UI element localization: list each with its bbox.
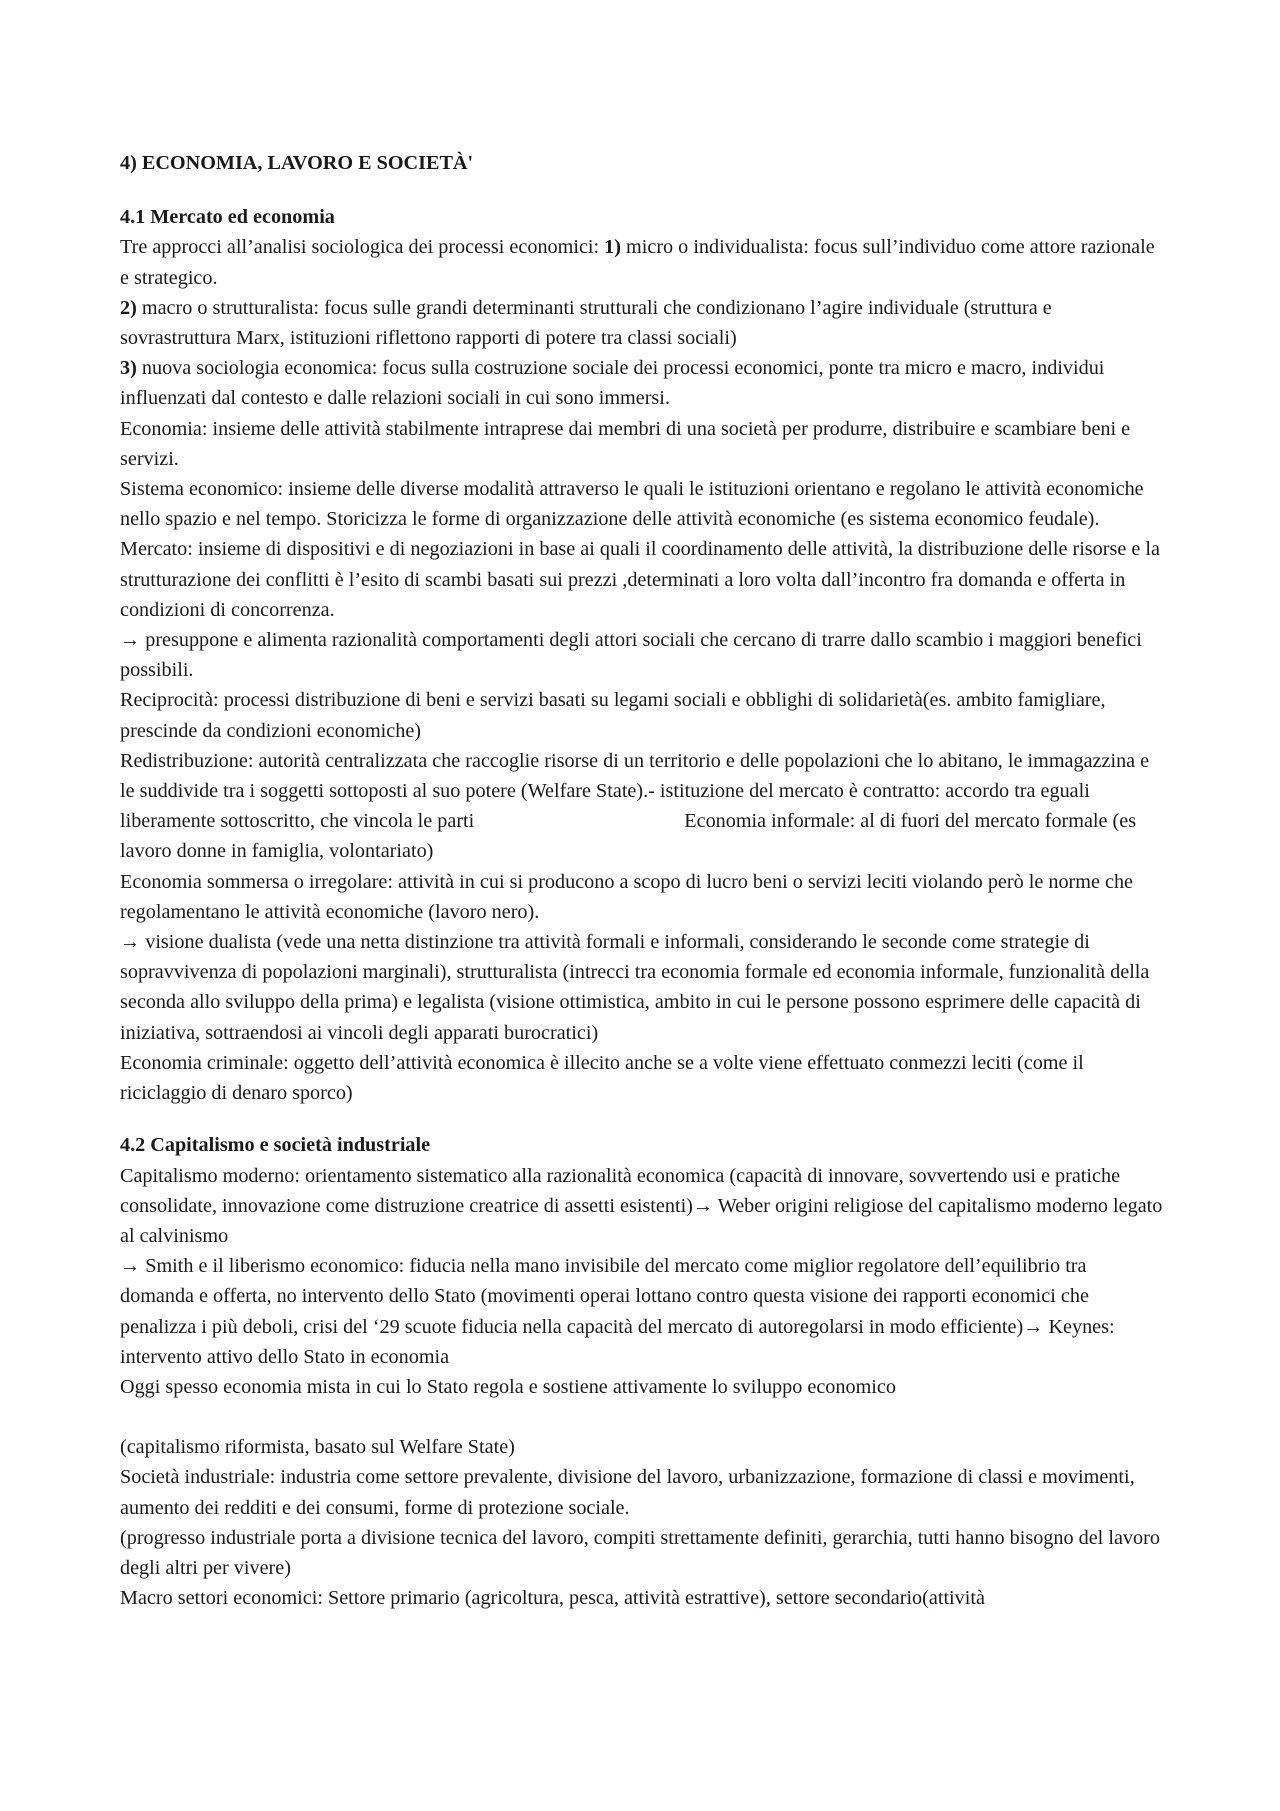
paragraph [120, 353, 1165, 413]
list-number: 3) [120, 357, 137, 380]
paragraph: Sistema economico: insieme delle diverse modalità attraverso le quali le istituzioni orientano e regolano le attività economiche nello spazio e nel tempo. Storicizza le forme di organizzazione delle attività economiche (es sistema economico feudale). [120, 478, 1144, 531]
section-heading-4-2: 4.2 Capitalismo e società industriale [120, 1134, 431, 1157]
text-run: macro o strutturalista: focus sulle grandi determinanti strutturali che condizionano l’agire individuale (struttura e sovrastruttura Marx, istituzioni riflettono rapporti di potere tra classi sociali) [120, 296, 1052, 350]
section-heading-4-1: 4.1 Mercato ed economia [120, 206, 335, 229]
text-run: Economia informale: al di fuori del mercato formale (es lavoro donne in famiglia, volontariato) [120, 810, 1137, 863]
text-run: Tre approcci all’analisi sociologica dei processi economici: [120, 236, 605, 259]
paragraph: (progresso industriale porta a divisione tecnica del lavoro, compiti strettamente definiti, gerarchia, tutti hanno bisogno del lavoro degli altri per vivere) [120, 1526, 1160, 1579]
paragraph: → Smith e il liberismo economico: fiducia nella mano invisibile del mercato come miglior regolatore dell’equilibrio tra domanda e offerta, no intervento dello Stato (movimenti operai lottano contro questa visione dei rapporti economici che penalizza i più deboli, crisi del ‘29 scuote fiducia nella capacità del mercato di autoregolarsi in modo efficiente)→ Keynes: intervento attivo dello Stato in economia [120, 1255, 1115, 1368]
paragraph: Macro settori economici: Settore primario (agricoltura, pesca, attività estrattive), settore secondario(attività [120, 1587, 985, 1610]
paragraph [120, 293, 1165, 353]
paragraph: Economia: insieme delle attività stabilmente intraprese dai membri di una società per produrre, distribuire e scambiare beni e servizi. [120, 417, 1131, 470]
list-number: 2) [120, 296, 137, 319]
text-run: nuova sociologia economica: focus sulla costruzione sociale dei processi economici, ponte tra micro e macro, individui influenzati dal contesto e dalle relazioni sociali in cui sono immersi. [120, 357, 1105, 410]
list-number: 1) [604, 236, 621, 259]
paragraph: Mercato: insieme di dispositivi e di negoziazioni in base ai quali il coordinamento delle attività, la distribuzione delle risorse e la strutturazione dei conflitti è l’esito di scambi basati sui prezzi ,determinati a loro volta dall’incontro fra domanda e offerta in condizioni di concorrenza. [120, 538, 1160, 621]
text-run: Redistribuzione: autorità centralizzata che raccoglie risorse di un territorio e delle popolazioni che lo abitano, le immagazzina e le suddivide tra i soggetti sottoposti al suo potere (Welfare State).- istituzione del mercato è contratto: accordo tra eguali liberamente sottoscritto, che vincola le parti [120, 749, 1150, 833]
paragraph: Capitalismo moderno: orientamento sistematico alla razionalità economica (capacità di innovare, sovvertendo usi e pratiche consolidate, innovazione come distruzione creatrice di assetti esistenti)→ Weber origini religiose del capitalismo moderno legato al calvinismo [120, 1164, 1163, 1247]
paragraph: Reciprocità: processi distribuzione di beni e servizi basati su legami sociali e obblighi di solidarietà(es. ambito famigliare, prescinde da condizioni economiche) [120, 689, 1106, 742]
document-page [120, 148, 1165, 1613]
paragraph: → visione dualista (vede una netta distinzione tra attività formali e informali, considerando le seconde come strategie di sopravvivenza di popolazioni marginali), strutturalista (intrecci tra economia formale ed economia informale, funzionalità della seconda allo sviluppo della prima) e legalista (visione ottimistica, ambito in cui le persone possono esprimere delle capacità di iniziativa, sottraendosi ai vincoli degli apparati burocratici) [120, 931, 1150, 1044]
paragraph: Economia sommersa o irregolare: attività in cui si producono a scopo di lucro beni o servizi leciti violando però le norme che regolamentano le attività economiche (lavoro nero). [120, 870, 1133, 923]
paragraph [120, 746, 1165, 867]
paragraph: → presuppone e alimenta razionalità comportamenti degli attori sociali che cercano di trarre dallo scambio i maggiori benefici possibili. [120, 629, 1142, 682]
paragraph: Società industriale: industria come settore prevalente, divisione del lavoro, urbanizzazione, formazione di classi e movimenti, aumento dei redditi e dei consumi, forme di protezione sociale. [120, 1466, 1135, 1519]
paragraph [120, 232, 1165, 292]
document-title: 4) ECONOMIA, LAVORO E SOCIETÀ' [120, 152, 474, 174]
paragraph: Economia criminale: oggetto dell’attività economica è illecito anche se a volte viene effettuato conmezzi leciti (come il riciclaggio di denaro sporco) [120, 1051, 1084, 1105]
paragraph: Oggi spesso economia mista in cui lo Stato regola e sostiene attivamente lo sviluppo economico [120, 1375, 896, 1398]
text-run: micro o individualista: focus sull’individuo come attore razionale e strategico. [120, 236, 1155, 289]
paragraph: (capitalismo riformista, basato sul Welfare State) [120, 1436, 515, 1459]
